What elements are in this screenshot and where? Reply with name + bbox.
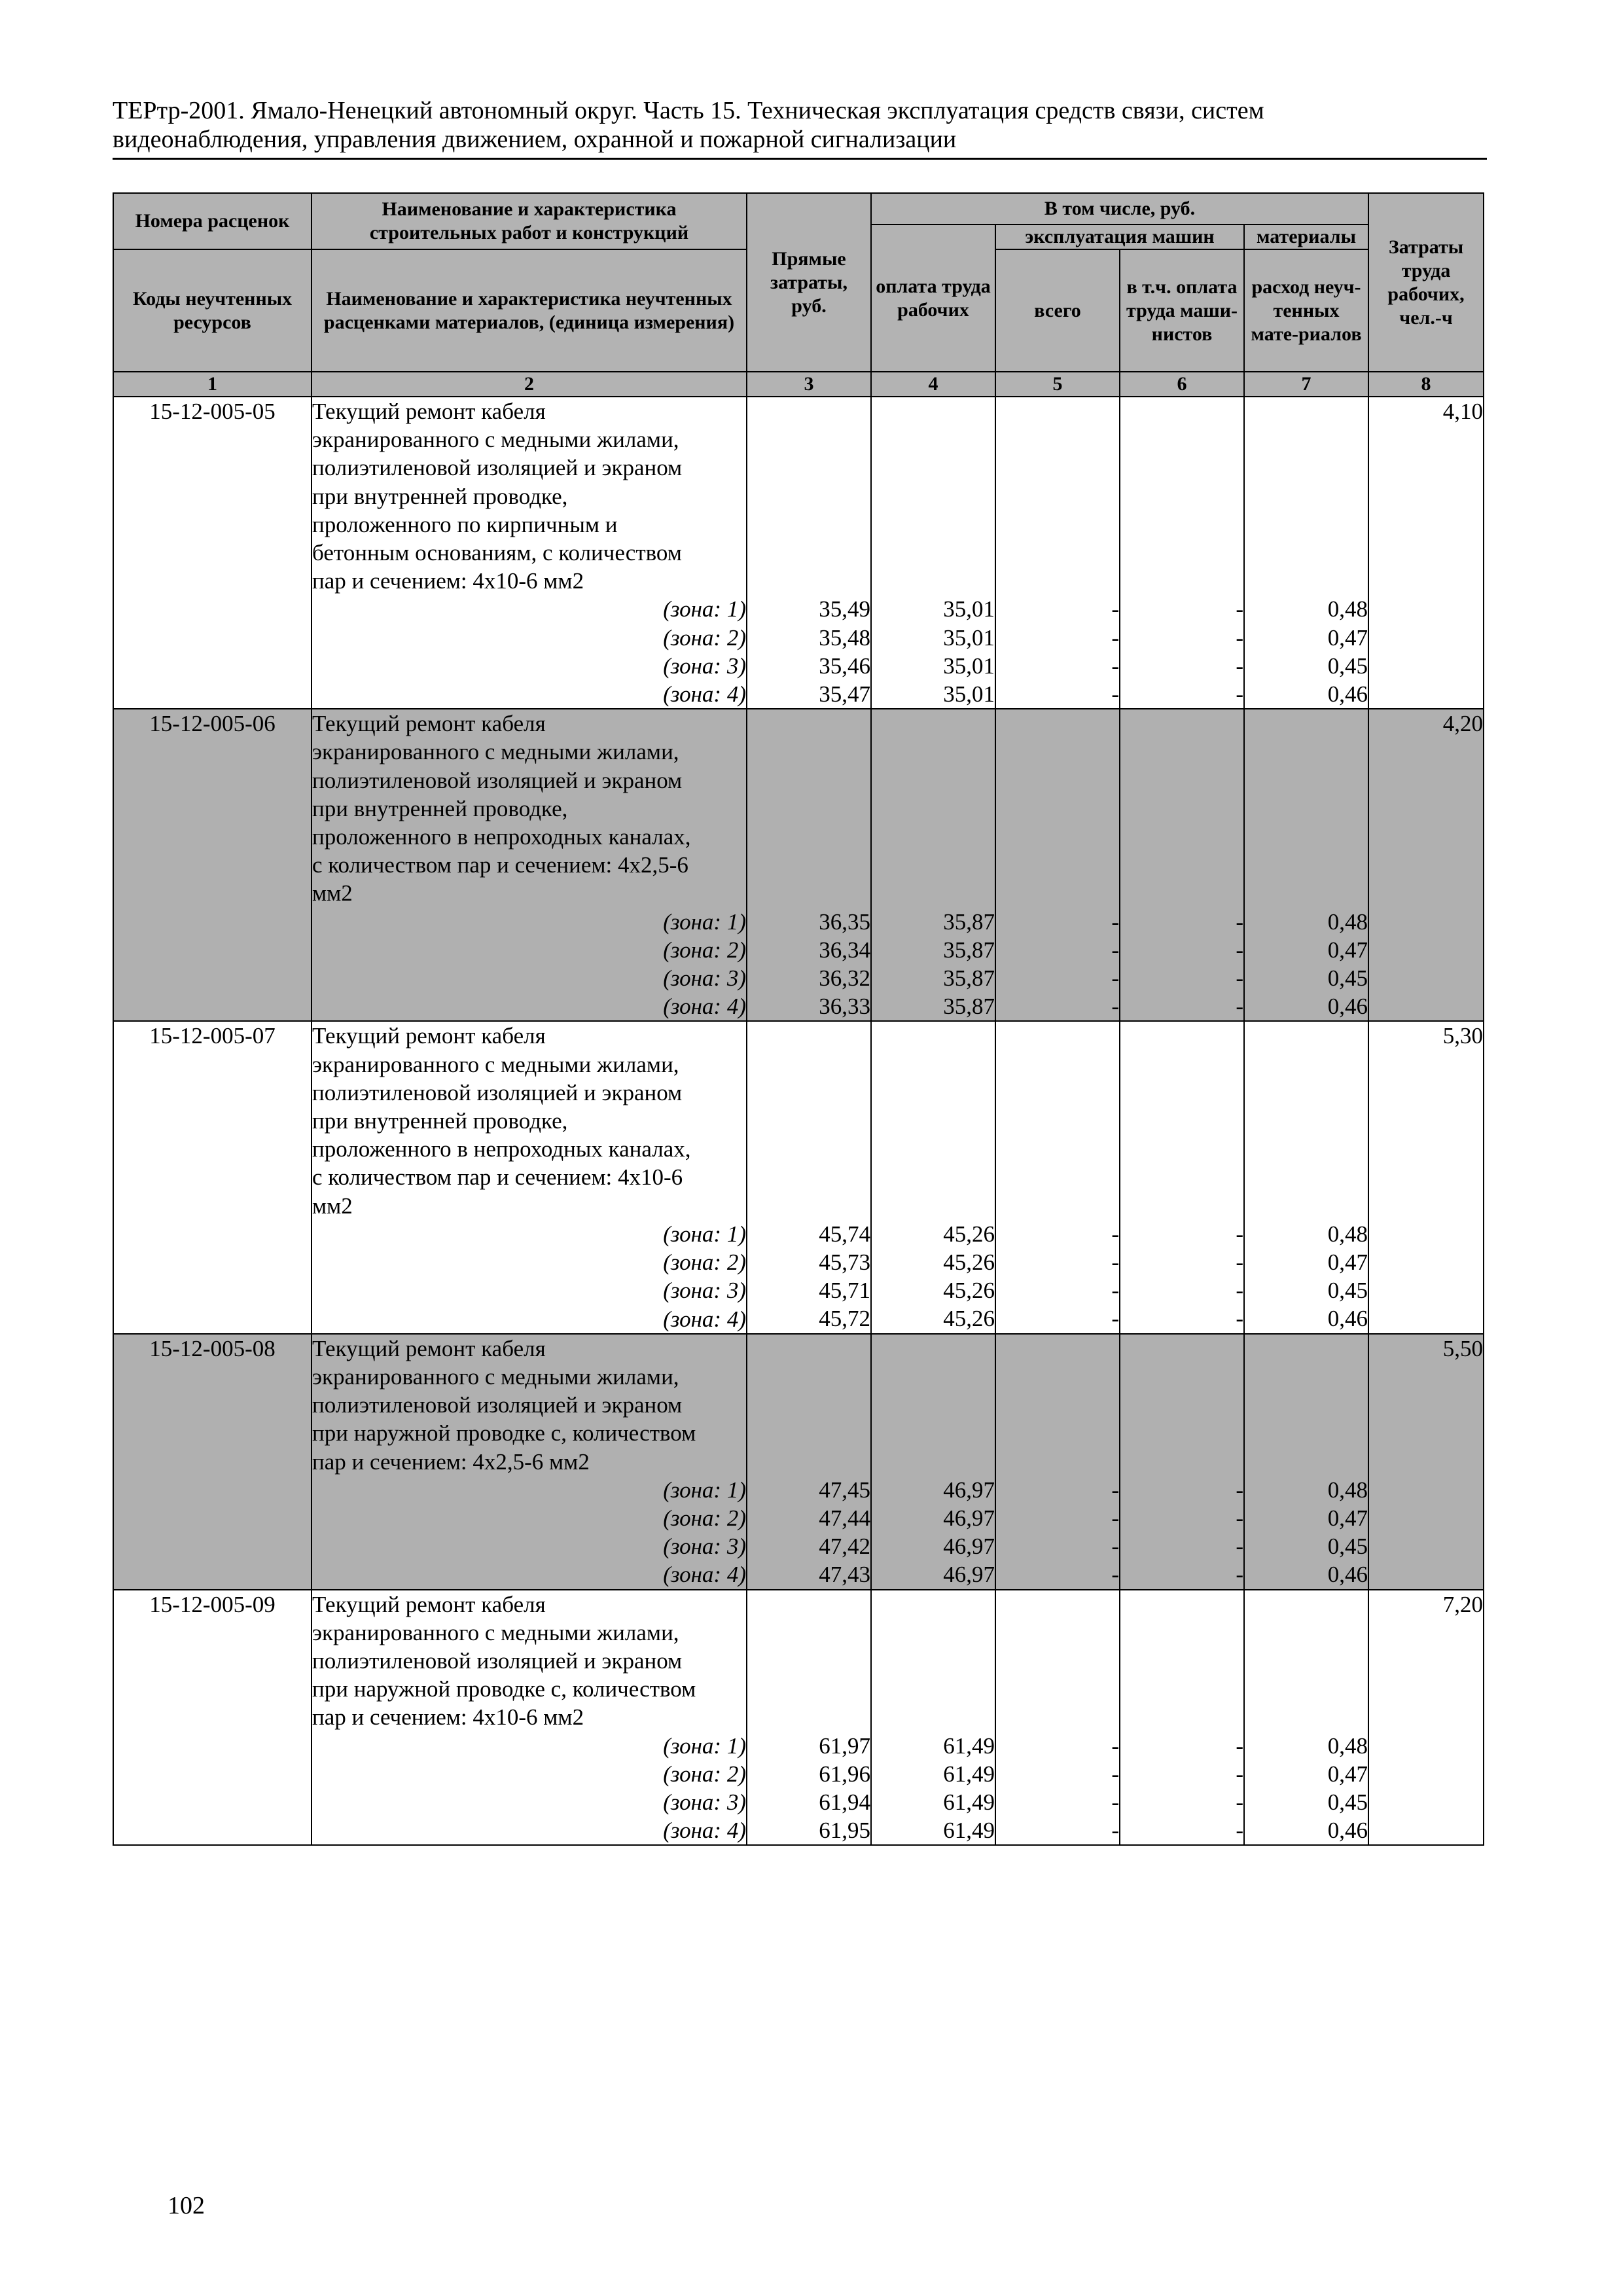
operators-value: - bbox=[1236, 624, 1243, 651]
materials-value: 0,48 bbox=[1327, 1477, 1368, 1503]
zone-label: (зона: 3) bbox=[663, 653, 746, 679]
materials-value: 0,47 bbox=[1327, 1505, 1368, 1531]
rate-code-cell bbox=[113, 709, 312, 1021]
description-line: Текущий ремонт кабеля bbox=[312, 1023, 546, 1049]
description-cell bbox=[312, 1021, 747, 1333]
description-line: с количеством пар и сечением: 4х2,5-6 bbox=[312, 852, 688, 878]
direct-cost-value: 35,46 bbox=[819, 653, 870, 679]
column-number: 2 bbox=[312, 372, 747, 397]
zone-label: (зона: 1) bbox=[663, 908, 746, 935]
operators-value: - bbox=[1236, 596, 1243, 622]
description-line: экранированного с медными жилами, bbox=[312, 1363, 679, 1390]
table-row bbox=[113, 1021, 1484, 1333]
description-line: пар и сечением: 4х2,5-6 мм2 bbox=[312, 1448, 590, 1475]
machines-value: - bbox=[1111, 965, 1119, 992]
machines-value: - bbox=[1111, 937, 1119, 963]
direct-cost-value: 36,35 bbox=[819, 908, 870, 935]
materials-value: 0,46 bbox=[1327, 1818, 1368, 1844]
col-header-rate-numbers: Номера расценок bbox=[113, 193, 312, 249]
rate-code-cell bbox=[113, 397, 312, 709]
machines-cell bbox=[995, 709, 1120, 1021]
direct-cost-value: 47,42 bbox=[819, 1534, 870, 1560]
operators-cell bbox=[1120, 1334, 1244, 1590]
materials-value: 0,45 bbox=[1327, 1789, 1368, 1815]
zone-label: (зона: 2) bbox=[663, 1249, 746, 1276]
wages-value: 46,97 bbox=[943, 1477, 995, 1503]
page-number: 102 bbox=[168, 2192, 205, 2219]
table-row bbox=[113, 1334, 1484, 1590]
description-line: экранированного с медными жилами, bbox=[312, 427, 679, 453]
machines-value: - bbox=[1111, 653, 1119, 679]
table-header bbox=[113, 193, 1484, 397]
labor-cost-cell bbox=[1368, 1334, 1484, 1590]
header-line-1: ТЕРтр-2001. Ямало-Ненецкий автономный округ. Часть 15. Техническая эксплуатация средств связи, систем bbox=[113, 97, 1264, 124]
description-line: при наружной проводке с, количеством bbox=[312, 1420, 696, 1446]
description-line: полиэтиленовой изоляцией и экраном bbox=[312, 767, 683, 793]
page-header bbox=[113, 96, 1480, 154]
materials-value: 0,46 bbox=[1327, 994, 1368, 1020]
description-line: Текущий ремонт кабеля bbox=[312, 399, 546, 424]
zone-label: (зона: 1) bbox=[663, 1732, 746, 1759]
col-header-group-including: В том числе, руб. bbox=[871, 193, 1368, 224]
description-line: пар и сечением: 4х10-6 мм2 bbox=[312, 1704, 584, 1731]
zone-label: (зона: 4) bbox=[663, 1306, 746, 1332]
direct-costs-cell bbox=[747, 1590, 871, 1846]
header-rule bbox=[113, 158, 1487, 160]
operators-value: - bbox=[1236, 1534, 1243, 1560]
operators-value: - bbox=[1236, 653, 1243, 679]
col-header-labor-costs: Затраты труда рабочих, чел.-ч bbox=[1368, 193, 1484, 372]
description-line: при внутренней проводке, bbox=[312, 483, 568, 509]
machines-value: - bbox=[1111, 1505, 1119, 1531]
materials-value: 0,47 bbox=[1327, 1761, 1368, 1787]
zone-label: (зона: 3) bbox=[663, 1789, 746, 1815]
zone-label: (зона: 4) bbox=[663, 681, 746, 708]
column-number: 1 bbox=[113, 372, 312, 397]
materials-value: 0,46 bbox=[1327, 1562, 1368, 1588]
operators-value: - bbox=[1236, 1221, 1243, 1247]
labor-cost-cell bbox=[1368, 1590, 1484, 1846]
col-header-wages: оплата труда рабочих bbox=[871, 224, 995, 372]
zone-label: (зона: 2) bbox=[663, 624, 746, 651]
direct-cost-value: 47,43 bbox=[819, 1562, 870, 1588]
materials-value: 0,48 bbox=[1327, 1221, 1368, 1247]
direct-cost-value: 45,71 bbox=[819, 1278, 870, 1304]
col-header-materials-group: материалы bbox=[1244, 224, 1368, 249]
materials-cell bbox=[1244, 1590, 1368, 1846]
rate-code: 15-12-005-06 bbox=[149, 711, 276, 737]
zone-label: (зона: 1) bbox=[663, 596, 746, 622]
rate-code-cell bbox=[113, 1021, 312, 1333]
wages-cell bbox=[871, 709, 995, 1021]
rate-code: 15-12-005-05 bbox=[149, 399, 276, 424]
rate-code: 15-12-005-08 bbox=[149, 1335, 276, 1361]
direct-costs-cell bbox=[747, 1021, 871, 1333]
col-header-unaccounted-codes: Коды неучтенных ресурсов bbox=[113, 249, 312, 372]
operators-value: - bbox=[1236, 681, 1243, 707]
machines-value: - bbox=[1111, 1732, 1119, 1759]
machines-value: - bbox=[1111, 681, 1119, 707]
col-header-works-name: Наименование и характеристика строительных работ и конструкций bbox=[312, 193, 747, 249]
zone-label: (зона: 1) bbox=[663, 1477, 746, 1503]
description-line: мм2 bbox=[312, 1193, 353, 1219]
column-number: 8 bbox=[1368, 372, 1484, 397]
column-number-row bbox=[113, 372, 1484, 397]
rate-entry bbox=[113, 709, 1484, 1021]
direct-cost-value: 45,74 bbox=[819, 1221, 870, 1247]
machines-cell bbox=[995, 397, 1120, 709]
wages-value: 35,01 bbox=[943, 681, 995, 707]
rates-table bbox=[113, 192, 1484, 1846]
description-line: Текущий ремонт кабеля bbox=[312, 1591, 546, 1617]
labor-cost-value: 4,20 bbox=[1442, 711, 1484, 737]
header-line-2: видеонаблюдения, управления движением, охранной и пожарной сигнализации bbox=[113, 126, 957, 153]
wages-value: 46,97 bbox=[943, 1562, 995, 1588]
direct-cost-value: 35,47 bbox=[819, 681, 870, 707]
machines-value: - bbox=[1111, 1562, 1119, 1588]
machines-value: - bbox=[1111, 1249, 1119, 1276]
operators-value: - bbox=[1236, 1306, 1243, 1332]
materials-value: 0,47 bbox=[1327, 1249, 1368, 1276]
operators-value: - bbox=[1236, 1732, 1243, 1759]
labor-cost-cell bbox=[1368, 1021, 1484, 1333]
materials-cell bbox=[1244, 1334, 1368, 1590]
wages-value: 35,01 bbox=[943, 653, 995, 679]
operators-value: - bbox=[1236, 1789, 1243, 1815]
rate-entry bbox=[113, 1334, 1484, 1590]
direct-costs-cell bbox=[747, 1334, 871, 1590]
rate-code: 15-12-005-07 bbox=[149, 1023, 276, 1049]
zone-label: (зона: 2) bbox=[663, 1761, 746, 1787]
materials-value: 0,48 bbox=[1327, 1732, 1368, 1759]
rate-code-cell bbox=[113, 1334, 312, 1590]
direct-cost-value: 47,44 bbox=[819, 1505, 870, 1531]
col-header-operators-wages: в т.ч. оплата труда маши-нистов bbox=[1120, 249, 1244, 372]
wages-cell bbox=[871, 1590, 995, 1846]
description-line: полиэтиленовой изоляцией и экраном bbox=[312, 1647, 683, 1674]
operators-value: - bbox=[1236, 1761, 1243, 1787]
machines-value: - bbox=[1111, 1477, 1119, 1503]
zone-label: (зона: 2) bbox=[663, 937, 746, 963]
direct-cost-value: 36,34 bbox=[819, 937, 870, 963]
description-line: с количеством пар и сечением: 4х10-6 bbox=[312, 1164, 683, 1191]
wages-value: 45,26 bbox=[943, 1306, 995, 1332]
zone-label: (зона: 3) bbox=[663, 1278, 746, 1304]
machines-value: - bbox=[1111, 1221, 1119, 1247]
rate-entry bbox=[113, 1590, 1484, 1846]
wages-value: 45,26 bbox=[943, 1221, 995, 1247]
description-cell bbox=[312, 1590, 747, 1846]
description-line: полиэтиленовой изоляцией и экраном bbox=[312, 1079, 683, 1105]
description-line: экранированного с медными жилами, bbox=[312, 739, 679, 765]
materials-value: 0,47 bbox=[1327, 624, 1368, 651]
direct-costs-cell bbox=[747, 397, 871, 709]
column-number: 5 bbox=[995, 372, 1120, 397]
wages-value: 35,87 bbox=[943, 994, 995, 1020]
machines-value: - bbox=[1111, 624, 1119, 651]
materials-value: 0,45 bbox=[1327, 1534, 1368, 1560]
zone-label: (зона: 4) bbox=[663, 1562, 746, 1588]
operators-value: - bbox=[1236, 965, 1243, 992]
wages-value: 46,97 bbox=[943, 1534, 995, 1560]
materials-value: 0,48 bbox=[1327, 596, 1368, 622]
col-header-materials-name: Наименование и характеристика неучтенных расценками материалов, (единица измерения) bbox=[312, 249, 747, 372]
labor-cost-cell bbox=[1368, 397, 1484, 709]
zone-label: (зона: 2) bbox=[663, 1505, 746, 1531]
description-cell bbox=[312, 397, 747, 709]
description-line: экранированного с медными жилами, bbox=[312, 1619, 679, 1645]
operators-value: - bbox=[1236, 994, 1243, 1020]
description-line: полиэтиленовой изоляцией и экраном bbox=[312, 455, 683, 481]
machines-value: - bbox=[1111, 1534, 1119, 1560]
direct-cost-value: 45,73 bbox=[819, 1249, 870, 1276]
operators-value: - bbox=[1236, 908, 1243, 935]
direct-cost-value: 61,94 bbox=[819, 1789, 870, 1815]
description-cell bbox=[312, 709, 747, 1021]
wages-value: 35,01 bbox=[943, 596, 995, 622]
wages-value: 35,87 bbox=[943, 937, 995, 963]
rate-code-cell bbox=[113, 1590, 312, 1846]
machines-value: - bbox=[1111, 994, 1119, 1020]
wages-value: 61,49 bbox=[943, 1732, 995, 1759]
column-number: 4 bbox=[871, 372, 995, 397]
labor-cost-cell bbox=[1368, 709, 1484, 1021]
rate-code: 15-12-005-09 bbox=[149, 1591, 276, 1617]
operators-value: - bbox=[1236, 1278, 1243, 1304]
description-line: при наружной проводке с, количеством bbox=[312, 1676, 696, 1702]
operators-value: - bbox=[1236, 1562, 1243, 1588]
materials-value: 0,45 bbox=[1327, 965, 1368, 992]
machines-value: - bbox=[1111, 596, 1119, 622]
labor-cost-value: 7,20 bbox=[1442, 1591, 1484, 1617]
materials-value: 0,48 bbox=[1327, 908, 1368, 935]
direct-cost-value: 36,32 bbox=[819, 965, 870, 992]
labor-cost-value: 5,50 bbox=[1442, 1335, 1484, 1361]
description-line: Текущий ремонт кабеля bbox=[312, 1335, 546, 1361]
operators-value: - bbox=[1236, 1249, 1243, 1276]
wages-value: 35,01 bbox=[943, 624, 995, 651]
operators-cell bbox=[1120, 397, 1244, 709]
materials-value: 0,46 bbox=[1327, 681, 1368, 707]
operators-value: - bbox=[1236, 1818, 1243, 1844]
description-line: при внутренней проводке, bbox=[312, 1108, 568, 1134]
description-line: проложенного в непроходных каналах, bbox=[312, 824, 691, 850]
description-cell bbox=[312, 1334, 747, 1590]
direct-cost-value: 36,33 bbox=[819, 994, 870, 1020]
operators-value: - bbox=[1236, 937, 1243, 963]
zone-label: (зона: 3) bbox=[663, 965, 746, 992]
machines-value: - bbox=[1111, 1818, 1119, 1844]
wages-value: 61,49 bbox=[943, 1818, 995, 1844]
col-header-materials-consumption: расход неуч-тенных мате-риалов bbox=[1244, 249, 1368, 372]
materials-value: 0,47 bbox=[1327, 937, 1368, 963]
zone-label: (зона: 3) bbox=[663, 1534, 746, 1560]
materials-value: 0,46 bbox=[1327, 1306, 1368, 1332]
wages-value: 45,26 bbox=[943, 1278, 995, 1304]
description-line: проложенного в непроходных каналах, bbox=[312, 1136, 691, 1162]
direct-cost-value: 45,72 bbox=[819, 1306, 870, 1332]
operators-value: - bbox=[1236, 1477, 1243, 1503]
column-number: 3 bbox=[747, 372, 871, 397]
column-number: 6 bbox=[1120, 372, 1244, 397]
description-line: полиэтиленовой изоляцией и экраном bbox=[312, 1392, 683, 1418]
description-line: пар и сечением: 4х10-6 мм2 bbox=[312, 568, 584, 594]
wages-value: 45,26 bbox=[943, 1249, 995, 1276]
materials-cell bbox=[1244, 709, 1368, 1021]
rate-entry bbox=[113, 397, 1484, 709]
labor-cost-value: 4,10 bbox=[1442, 399, 1484, 424]
direct-cost-value: 35,48 bbox=[819, 624, 870, 651]
table-row bbox=[113, 709, 1484, 1021]
column-number: 7 bbox=[1244, 372, 1368, 397]
wages-cell bbox=[871, 1334, 995, 1590]
wages-value: 35,87 bbox=[943, 908, 995, 935]
direct-cost-value: 61,95 bbox=[819, 1818, 870, 1844]
zone-label: (зона: 4) bbox=[663, 1818, 746, 1844]
materials-cell bbox=[1244, 397, 1368, 709]
zone-label: (зона: 4) bbox=[663, 994, 746, 1020]
direct-cost-value: 61,97 bbox=[819, 1732, 870, 1759]
wages-cell bbox=[871, 1021, 995, 1333]
wages-value: 46,97 bbox=[943, 1505, 995, 1531]
operators-cell bbox=[1120, 709, 1244, 1021]
description-line: экранированного с медными жилами, bbox=[312, 1051, 679, 1077]
materials-cell bbox=[1244, 1021, 1368, 1333]
direct-cost-value: 61,96 bbox=[819, 1761, 870, 1787]
description-line: проложенного по кирпичным и bbox=[312, 511, 618, 537]
description-line: бетонным основаниям, с количеством bbox=[312, 540, 682, 566]
description-line: при внутренней проводке, bbox=[312, 795, 568, 821]
wages-cell bbox=[871, 397, 995, 709]
machines-value: - bbox=[1111, 1789, 1119, 1815]
description-line: мм2 bbox=[312, 880, 353, 906]
direct-cost-value: 47,45 bbox=[819, 1477, 870, 1503]
direct-cost-value: 35,49 bbox=[819, 596, 870, 622]
materials-value: 0,45 bbox=[1327, 1278, 1368, 1304]
machines-value: - bbox=[1111, 1761, 1119, 1787]
col-header-machines-group: эксплуатация машин bbox=[995, 224, 1244, 249]
wages-value: 35,87 bbox=[943, 965, 995, 992]
operators-cell bbox=[1120, 1021, 1244, 1333]
zone-label: (зона: 1) bbox=[663, 1221, 746, 1247]
materials-value: 0,45 bbox=[1327, 653, 1368, 679]
machines-cell bbox=[995, 1021, 1120, 1333]
table-row bbox=[113, 397, 1484, 709]
operators-value: - bbox=[1236, 1505, 1243, 1531]
direct-costs-cell bbox=[747, 709, 871, 1021]
rate-entry bbox=[113, 1021, 1484, 1333]
description-line: Текущий ремонт кабеля bbox=[312, 711, 546, 737]
wages-value: 61,49 bbox=[943, 1761, 995, 1787]
table-row bbox=[113, 1590, 1484, 1846]
machines-value: - bbox=[1111, 1306, 1119, 1332]
machines-cell bbox=[995, 1590, 1120, 1846]
machines-cell bbox=[995, 1334, 1120, 1590]
col-header-direct-costs: Прямые затраты, руб. bbox=[747, 193, 871, 372]
wages-value: 61,49 bbox=[943, 1789, 995, 1815]
col-header-machines-total: всего bbox=[995, 249, 1120, 372]
machines-value: - bbox=[1111, 908, 1119, 935]
machines-value: - bbox=[1111, 1278, 1119, 1304]
operators-cell bbox=[1120, 1590, 1244, 1846]
labor-cost-value: 5,30 bbox=[1442, 1023, 1484, 1049]
